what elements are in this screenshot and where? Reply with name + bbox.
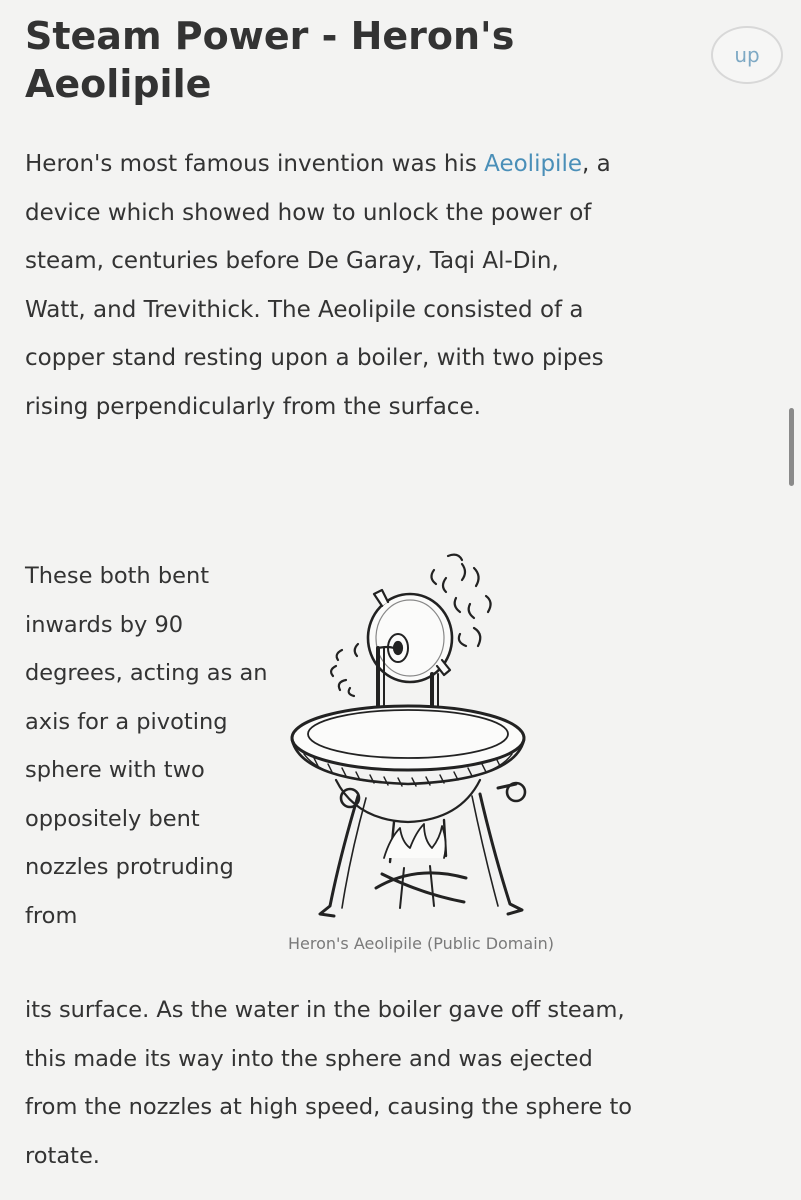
paragraph-axis: These both bent inwards by 90 degrees, acting as an axis for a pivoting sphere with two oppositely bent nozzles protruding from	[25, 563, 268, 929]
aeolipile-figure	[284, 548, 624, 968]
paragraph-steam: its surface. As the water in the boiler gave off steam, this made its way into the sphere and was ejected from the nozzles at high speed, causing the sphere to rotate.	[25, 997, 633, 1169]
figure-caption: Heron's Aeolipile (Public Domain)	[288, 934, 555, 953]
paragraph-intro-text-2: , a device which showed how to unlock the power of steam, centuries before De Garay, Taqi Al-Din, Watt, and Trevithick. The Aeolipile consisted of a copper stand resting upon a boiler, with two pipes rising perpendicularly from the surface.	[25, 151, 611, 420]
scrollbar-thumb[interactable]	[789, 408, 794, 486]
paragraph-intro-text-1: Heron's most famous invention was his	[25, 151, 485, 177]
aeolipile-link[interactable]: Aeolipile	[484, 151, 582, 177]
aeolipile-illustration	[284, 548, 624, 928]
scroll-up-button[interactable]	[711, 26, 783, 84]
paragraph-intro	[25, 140, 625, 431]
scroll-up-label: up	[734, 43, 760, 67]
page-title: Steam Power - Heron's Aeolipile	[25, 14, 515, 106]
